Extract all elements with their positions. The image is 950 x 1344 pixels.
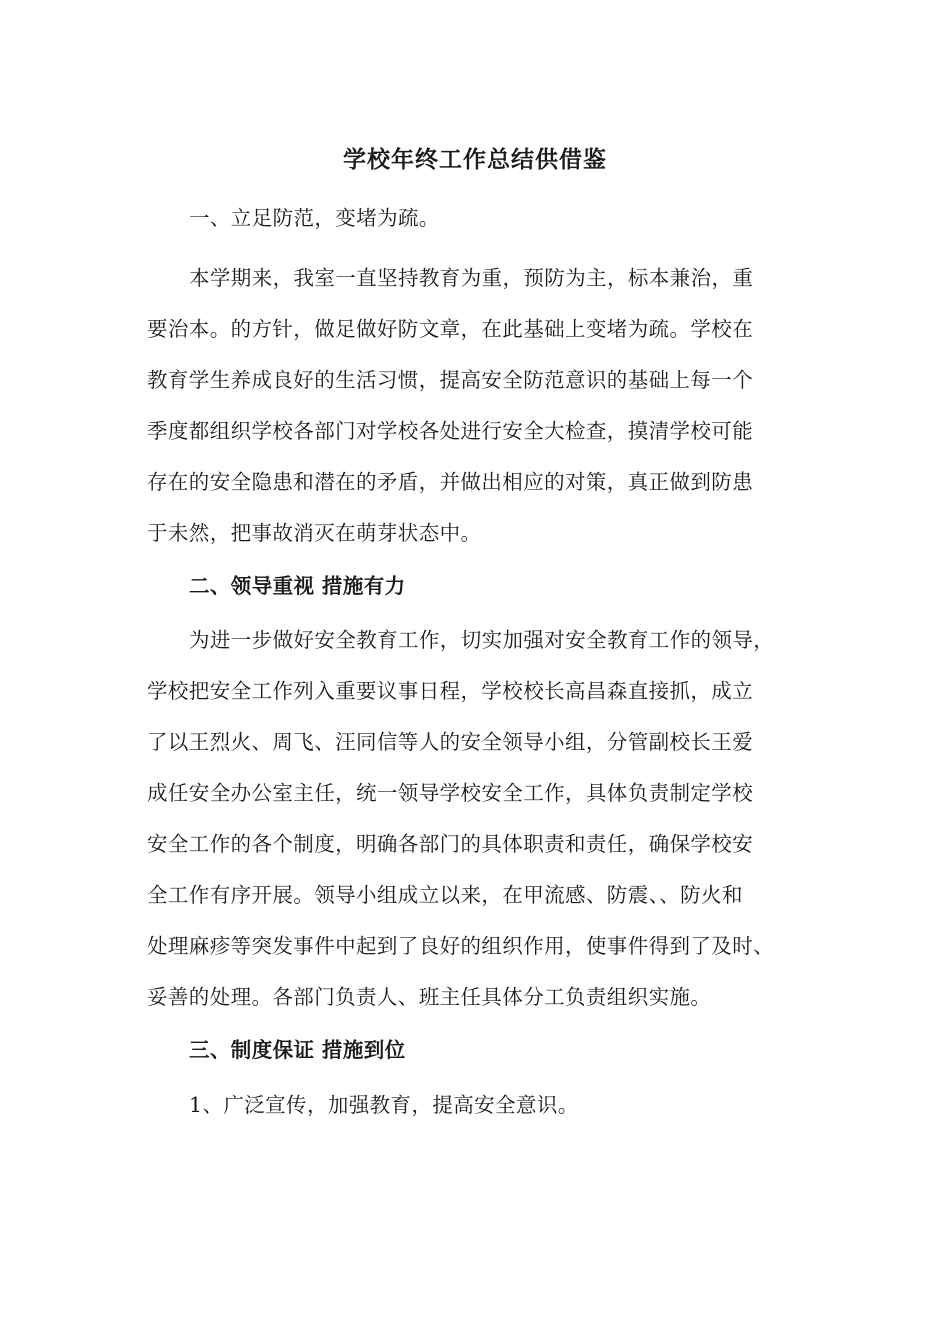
paragraph-line: 于未然，把事故消灭在萌芽状态中。 xyxy=(147,521,482,545)
paragraph-line: 安全工作的各个制度，明确各部门的具体职责和责任，确保学校安 xyxy=(147,832,754,856)
document-title: 学校年终工作总结供借鉴 xyxy=(343,146,607,173)
paragraph-line: 处理麻疹等突发事件中起到了良好的组织作用，使事件得到了及时、 xyxy=(147,934,774,958)
paragraph-line: 要治本。的方针，做足做好防文章，在此基础上变堵为疏。学校在 xyxy=(147,317,754,341)
paragraph-line: 了以王烈火、周飞、汪同信等人的安全领导小组，分管副校长王爱 xyxy=(147,730,754,754)
paragraph-line: 妥善的处理。各部门负责人、班主任具体分工负责组织实施。 xyxy=(147,985,712,1009)
paragraph-line: 全工作有序开展。领导小组成立以来，在甲流感、防震、、防火和 xyxy=(147,883,743,907)
paragraph-line: 学校把安全工作列入重要议事日程，学校校长高昌森直接抓，成立 xyxy=(147,679,754,703)
paragraph-line: 成任安全办公室主任，统一领导学校安全工作，具体负责制定学校 xyxy=(147,781,754,805)
section-heading-2: 二、领导重视 措施有力 xyxy=(189,574,406,598)
paragraph-line: 存在的安全隐患和潜在的矛盾，并做出相应的对策，真正做到防患 xyxy=(147,470,754,494)
list-item: 1、广泛宣传，加强教育，提高安全意识。 xyxy=(189,1093,579,1117)
section-heading-3: 三、制度保证 措施到位 xyxy=(189,1038,406,1062)
paragraph-line: 季度都组织学校各部门对学校各处进行安全大检查，摸清学校可能 xyxy=(147,419,754,443)
paragraph-line: 教育学生养成良好的生活习惯，提高安全防范意识的基础上每一个 xyxy=(147,368,754,392)
paragraph-line: 为进一步做好安全教育工作，切实加强对安全教育工作的领导， xyxy=(189,628,775,652)
section-heading-1: 一、立足防范，变堵为疏。 xyxy=(189,206,440,230)
paragraph-line: 本学期来，我室一直坚持教育为重，预防为主，标本兼治，重 xyxy=(189,266,754,290)
